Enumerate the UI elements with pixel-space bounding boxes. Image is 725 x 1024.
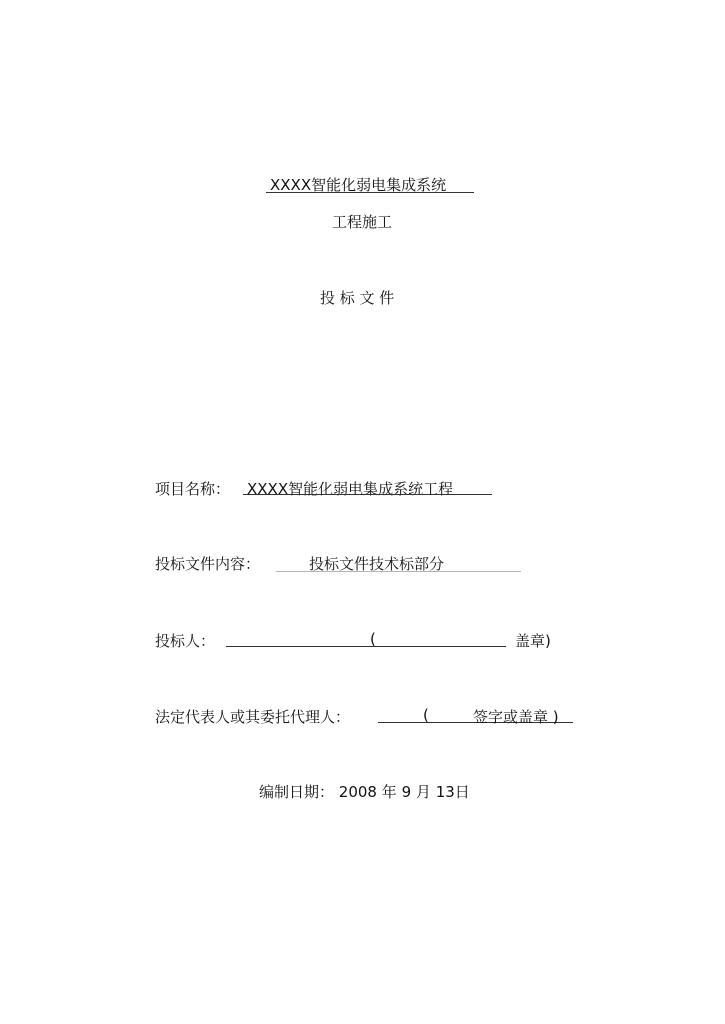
content-label: 投标文件内容： — [155, 555, 261, 573]
date-year: 2008 — [338, 783, 377, 801]
bidder-label: 投标人： — [155, 632, 216, 650]
date-month: 9 — [401, 783, 412, 801]
compile-date — [259, 781, 470, 802]
date-day-unit: 日 — [454, 783, 470, 801]
bidder-paren-open: ( — [370, 630, 376, 648]
document-type-heading: 投 标 文 件 — [320, 289, 395, 307]
subtitle: 工程施工 — [332, 213, 393, 231]
content-value: 投标文件技术标部分 — [309, 555, 445, 573]
bidder-underline — [226, 646, 506, 647]
project-name-underline — [243, 494, 492, 495]
representative-sign-text: 签字或盖章 ) — [473, 708, 559, 726]
project-name-value: XXXX智能化弱电集成系统工程 — [247, 480, 454, 498]
project-title: XXXX智能化弱电集成系统 — [270, 176, 447, 194]
project-name-label: 项目名称： — [155, 480, 231, 498]
date-month-unit: 月 — [415, 783, 431, 801]
bidder-seal-text: 盖章) — [515, 632, 551, 650]
project-title-underline — [266, 192, 474, 193]
date-day: 13 — [435, 783, 455, 801]
date-year-unit: 年 — [381, 783, 397, 801]
content-underline — [276, 571, 521, 572]
representative-paren-open: ( — [423, 706, 429, 724]
representative-label: 法定代表人或其委托代理人： — [155, 708, 351, 726]
date-label: 编制日期： — [259, 783, 335, 801]
